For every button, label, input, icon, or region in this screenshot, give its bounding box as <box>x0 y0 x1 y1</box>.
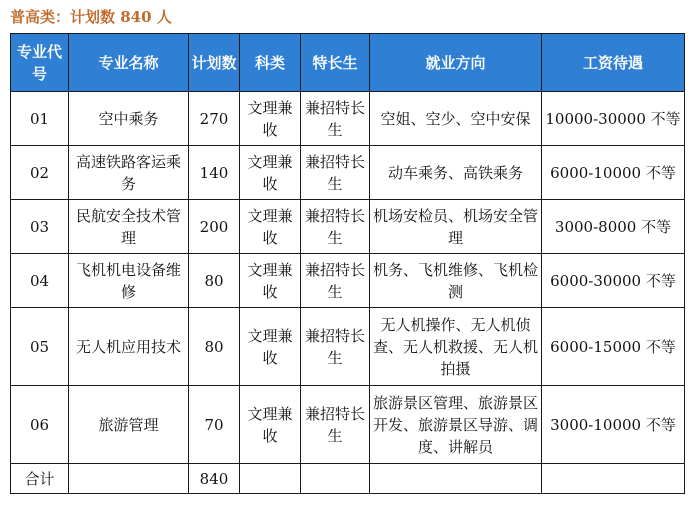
enrollment-plan-table <box>10 33 685 494</box>
total-label: 合计 <box>11 464 69 494</box>
total-empty-cell <box>542 464 685 494</box>
cell-code: 05 <box>11 308 69 386</box>
header-row <box>11 34 685 92</box>
total-empty-cell <box>240 464 301 494</box>
cell-code: 02 <box>11 146 69 200</box>
cell-special: 兼招特长生 <box>301 92 370 146</box>
total-empty-cell <box>69 464 189 494</box>
cell-salary: 6000-30000 不等 <box>542 254 685 308</box>
cell-count: 140 <box>189 146 240 200</box>
table-row <box>11 386 685 464</box>
cell-special: 兼招特长生 <box>301 146 370 200</box>
cell-name: 无人机应用技术 <box>69 308 189 386</box>
cell-direction: 旅游景区管理、旅游景区开发、旅游景区导游、调度、讲解员 <box>370 386 542 464</box>
total-count: 840 <box>189 464 240 494</box>
cell-code: 01 <box>11 92 69 146</box>
table-row <box>11 254 685 308</box>
cell-direction: 空姐、空少、空中安保 <box>370 92 542 146</box>
cell-code: 03 <box>11 200 69 254</box>
table-row <box>11 200 685 254</box>
table-row <box>11 92 685 146</box>
header-category: 科类 <box>240 34 301 92</box>
cell-count: 200 <box>189 200 240 254</box>
cell-special: 兼招特长生 <box>301 200 370 254</box>
header-code: 专业代号 <box>11 34 69 92</box>
cell-name: 旅游管理 <box>69 386 189 464</box>
cell-salary: 10000-30000 不等 <box>542 92 685 146</box>
cell-category: 文理兼收 <box>240 200 301 254</box>
cell-direction: 动车乘务、高铁乘务 <box>370 146 542 200</box>
cell-direction: 机务、飞机维修、飞机检测 <box>370 254 542 308</box>
cell-direction: 机场安检员、机场安全管理 <box>370 200 542 254</box>
header-special: 特长生 <box>301 34 370 92</box>
cell-salary: 6000-15000 不等 <box>542 308 685 386</box>
cell-category: 文理兼收 <box>240 254 301 308</box>
table-title: 普高类：计划数 840 人 <box>10 8 172 26</box>
total-empty-cell <box>301 464 370 494</box>
cell-count: 80 <box>189 254 240 308</box>
cell-name: 高速铁路客运乘务 <box>69 146 189 200</box>
cell-category: 文理兼收 <box>240 92 301 146</box>
cell-special: 兼招特长生 <box>301 254 370 308</box>
table-row <box>11 308 685 386</box>
cell-salary: 3000-8000 不等 <box>542 200 685 254</box>
cell-category: 文理兼收 <box>240 386 301 464</box>
cell-salary: 6000-10000 不等 <box>542 146 685 200</box>
cell-special: 兼招特长生 <box>301 308 370 386</box>
table-row <box>11 146 685 200</box>
cell-code: 06 <box>11 386 69 464</box>
cell-name: 飞机机电设备维修 <box>69 254 189 308</box>
cell-salary: 3000-10000 不等 <box>542 386 685 464</box>
cell-count: 270 <box>189 92 240 146</box>
cell-category: 文理兼收 <box>240 146 301 200</box>
header-direction: 就业方向 <box>370 34 542 92</box>
cell-name: 空中乘务 <box>69 92 189 146</box>
total-empty-cell <box>370 464 542 494</box>
cell-count: 70 <box>189 386 240 464</box>
header-salary: 工资待遇 <box>542 34 685 92</box>
cell-category: 文理兼收 <box>240 308 301 386</box>
cell-code: 04 <box>11 254 69 308</box>
cell-name: 民航安全技术管理 <box>69 200 189 254</box>
cell-direction: 无人机操作、无人机侦查、无人机救援、无人机拍摄 <box>370 308 542 386</box>
total-row <box>11 464 685 494</box>
header-name: 专业名称 <box>69 34 189 92</box>
header-count: 计划数 <box>189 34 240 92</box>
cell-special: 兼招特长生 <box>301 386 370 464</box>
cell-count: 80 <box>189 308 240 386</box>
